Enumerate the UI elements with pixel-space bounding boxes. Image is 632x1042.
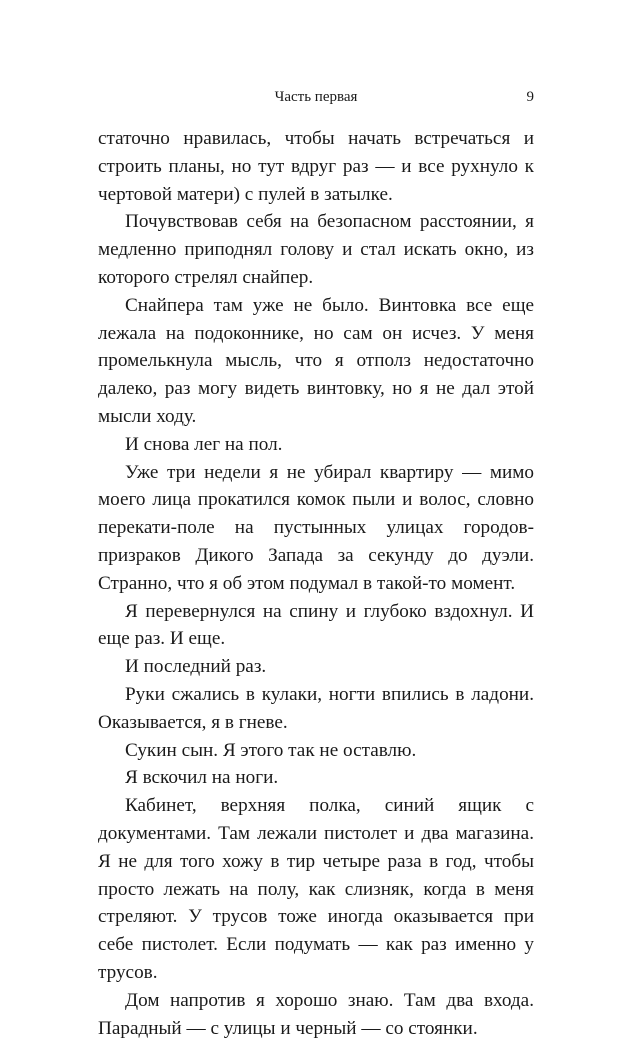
body-text [98, 125, 534, 1042]
paragraph: Снайпера там уже не было. Винтовка все еще лежала на подоконнике, но сам он исчез. У меня промелькнула мысль, что я отполз недостаточно далеко, раз могу видеть винтовку, но я не дал этой мысли ходу. [98, 294, 534, 427]
paragraph: Дом напротив я хорошо знаю. Там два входа. Парадный — с улицы и черный — со стоянки. [98, 989, 534, 1039]
paragraph: статочно нравилась, чтобы начать встречаться и строить планы, но тут вдруг раз — и все рухнуло к чертовой матери) с пулей в затылке. [98, 128, 534, 205]
paragraph: Руки сжались в кулаки, ногти впились в ладони. Оказывается, я в гневе. [98, 683, 534, 733]
paragraph: Почувствовав себя на безопасном расстоянии, я медленно приподнял голову и стал искать окно, из которого стрелял снайпер. [98, 211, 534, 288]
page-number: 9 [526, 89, 534, 105]
paragraph: Кабинет, верхняя полка, синий ящик с документами. Там лежали пистолет и два магазина. Я не для того хожу в тир четыре раза в год, чтобы просто лежать на полу, как слизняк, когда в меня стреляют. У трусов тоже иногда оказывается при себе пистолет. Если подумать — как раз именно у трусов. [98, 795, 534, 983]
running-head [98, 86, 534, 108]
paragraph: И последний раз. [125, 656, 267, 678]
paragraph: И снова лег на пол. [125, 433, 283, 455]
running-title: Часть первая [274, 89, 358, 105]
paragraph: Я перевернулся на спину и глубоко вздохнул. И еще раз. И еще. [98, 600, 534, 650]
paragraph: Сукин сын. Я этого так не оставлю. [125, 739, 417, 761]
paragraph: Уже три недели я не убирал квартиру — мимо моего лица прокатился комок пыли и волос, словно перекати-поле на пустынных улицах городов-призраков Дикого Запада за секунду до дуэли. Странно, что я об этом подумал в такой-то момент. [98, 461, 534, 594]
paragraph: Я вскочил на ноги. [125, 767, 279, 789]
